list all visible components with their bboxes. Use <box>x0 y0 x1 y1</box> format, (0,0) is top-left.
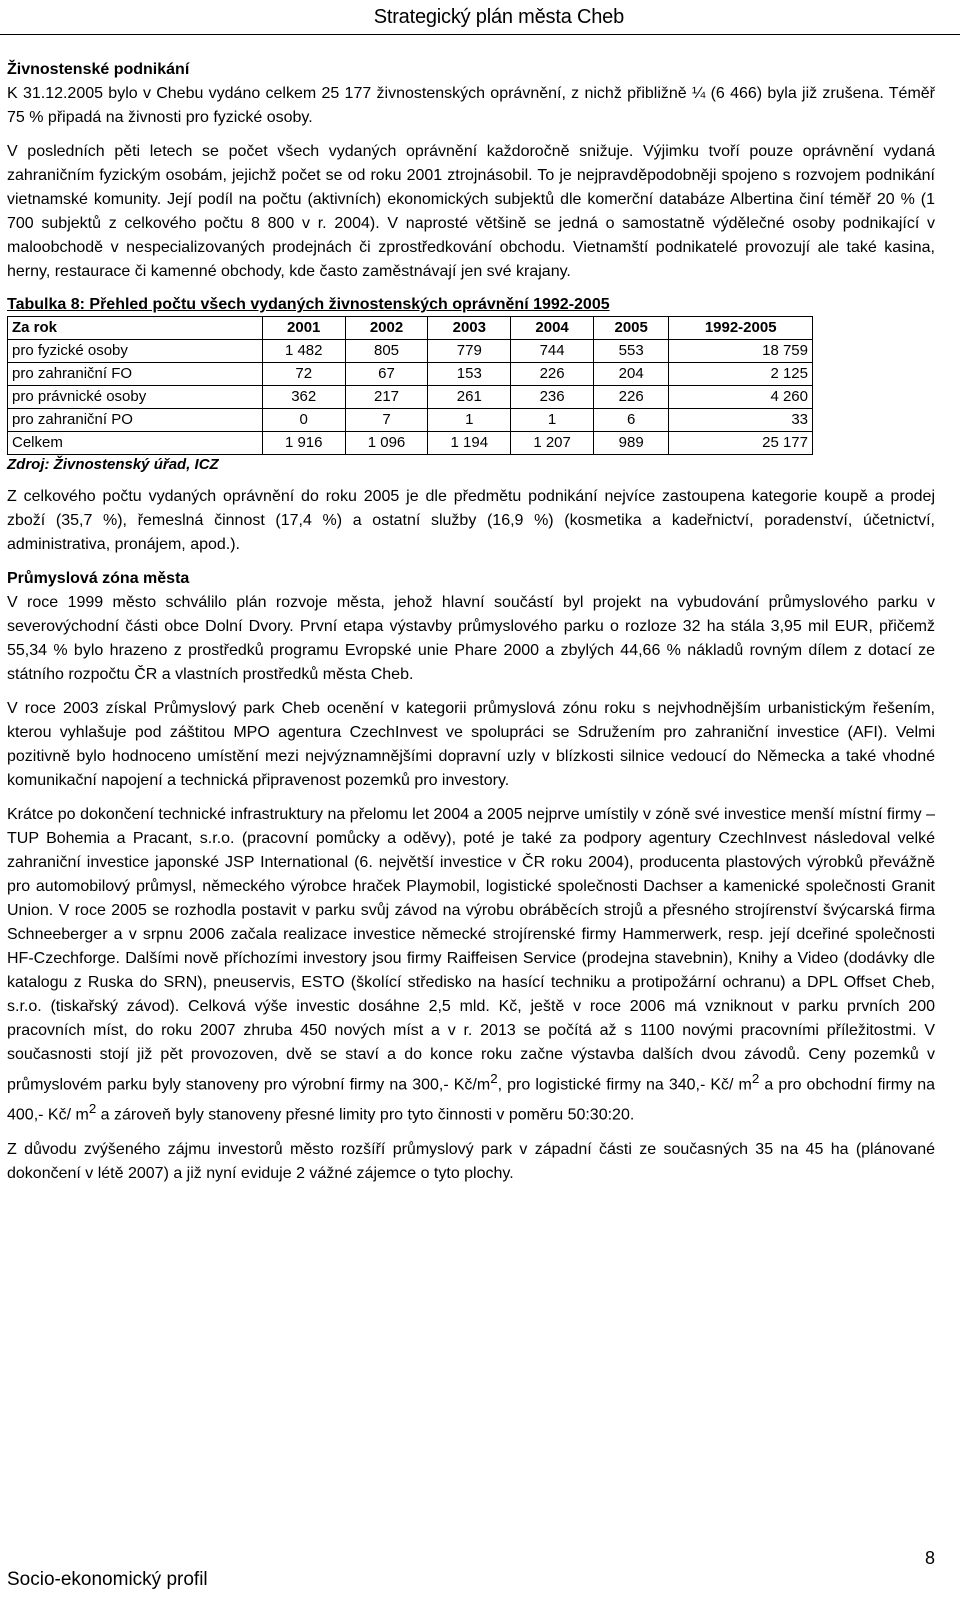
table-header-cell: 2001 <box>262 317 345 340</box>
document-header-title: Strategický plán města Cheb <box>373 6 624 28</box>
paragraph-zone-award: V roce 2003 získal Průmyslový park Cheb ocenění v kategorii průmyslová zónu roku s nejvhodnějším urbanistickým řešením, kterou vyhlašuje pod záštitou MPO agentura CzechInvest ve spolupráci se Sdružením pro zahraniční investice (AFI). Velmi pozitivně bylo hodnoceno umístění mezi nejvýznamnějšími dopravní uzly v blízkosti silnice vedoucí do Německa a také vhodné komunikační napojení a technická připravenost pozemků pro investory. <box>7 700 935 789</box>
table-cell: 1 916 <box>262 432 345 455</box>
table-cell: 1 194 <box>428 432 511 455</box>
table-cell: 226 <box>511 363 594 386</box>
table-cell: 18 759 <box>669 340 813 363</box>
table-header-cell: Za rok <box>8 317 263 340</box>
table-cell: 362 <box>262 386 345 409</box>
footer-label: Socio-ekonomický profil <box>7 1569 208 1590</box>
table-row-label: pro zahraniční FO <box>8 363 263 386</box>
table-cell: 4 260 <box>669 386 813 409</box>
table-cell: 0 <box>262 409 345 432</box>
table-cell: 217 <box>345 386 428 409</box>
table-header-cell: 2005 <box>594 317 669 340</box>
table-cell: 33 <box>669 409 813 432</box>
table-source-note: Zdroj: Živnostenský úřad, ICZ <box>7 456 219 473</box>
table-header-cell: 2004 <box>511 317 594 340</box>
table-row <box>8 386 813 409</box>
table-cell: 553 <box>594 340 669 363</box>
text-segment: Krátce po dokončení technické infrastruktury na přelomu let 2004 a 2005 nejprve umístily v zóně své investice menší místní firmy – TUP Bohemia a Pracant, s.r.o. (pracovní pomůcky a oděvy), poté je také za podpory agentury CzechInvest následoval velké zahraniční investice japonské JSP International (6. největší investice v ČR roku 2004), producenta plastových výrobků převážně pro automobilový průmysl, německého výrobce hraček Playmobil, logistické společnosti Dachser a kamenické společnosti Granit Union. V roce 2005 se rozhodla postavit v parku svůj závod na výrobu obráběcích strojů a přesného strojírenství švýcarská firma Schneeberger a v srpnu 2006 začala realizace investice německé strojírenské firmy Hammerwerk, resp. její dceřiné společnosti HF-Czechforge. Dalšími nově příchozími investory jsou firmy Raiffeisen Service (prodejna stavebnin), Knihy a Video (dodávky dle katalogu z Ruska do SRN), pneuservis, ESTO (školící středisko na hasící techniku a protipožární ochranu) a DPL Offset Cheb, s.r.o. (tiskařský závod). Celková výše investic dosáhne 2,5 mld. Kč, ještě v roce 2006 má vzniknout v parku prvních 200 pracovních míst, do roku 2007 zhruba 450 nových míst a v r. 2013 se počítá až s 1100 novými pracovními příležitostmi. V současnosti stojí již pět provozoven, dvě se staví a do konce roku začne výstavba dalších dvou závodů. Ceny pozemků v průmyslovém parku byly stanoveny pro výrobní firmy na 300,- Kč/m <box>7 806 935 1094</box>
table-cell: 153 <box>428 363 511 386</box>
table-header-row <box>8 317 813 340</box>
table-cell: 1 <box>511 409 594 432</box>
paragraph-zone-expansion: Z důvodu zvýšeného zájmu investorů město rozšíří průmyslový park v západní části ze současných 35 na 45 ha (plánované dokončení v létě 2007) a již nyní eviduje 2 vážné zájemce o tyto plochy. <box>7 1140 935 1182</box>
table-row <box>8 340 813 363</box>
table-cell: 204 <box>594 363 669 386</box>
table-cell: 744 <box>511 340 594 363</box>
document-body <box>7 58 935 1186</box>
table-cell: 779 <box>428 340 511 363</box>
table-caption: Tabulka 8: Přehled počtu všech vydaných živnostenských oprávnění 1992-2005 <box>7 296 610 313</box>
table-cell: 236 <box>511 386 594 409</box>
table-header-cell: 2002 <box>345 317 428 340</box>
section-heading-zivnostenske: Živnostenské podnikání <box>7 61 190 78</box>
table-row-total <box>8 432 813 455</box>
table-cell: 25 177 <box>669 432 813 455</box>
table-row-label: pro fyzické osoby <box>8 340 263 363</box>
table-header-cell: 1992-2005 <box>669 317 813 340</box>
table-cell: 1 <box>428 409 511 432</box>
table-cell: 805 <box>345 340 428 363</box>
paragraph-zivnosti-trend: V posledních pěti letech se počet všech vydaných oprávnění každoročně snižuje. Výjimku tvoří pouze oprávnění vydaná zahraničním fyzickým osobám, jejichž počet se od roku 2001 ztrojnásobil. To je nejpravděpodobněji spojeno s rozvojem podnikání vietnamské komunity. Její podíl na počtu (aktivních) ekonomických subjektů dle komerční databáze Albertina činí téměř 20 % (1 700 subjektů z celkového počtu 8 800 v r. 2004). V naprosté většině se jedná o samostatně výdělečné osoby podnikající v maloobchodě v nespecializovaných prodejnách či zprostředkování obchodu. Vietnamští podnikatelé provozují ale také kasina, herny, restaurace či kamenné obchody, kde často zaměstnávají jen své krajany. <box>7 143 935 280</box>
superscript: 2 <box>751 1071 760 1086</box>
section-heading-industrial-zone: Průmyslová zóna města <box>7 570 190 587</box>
table-cell: 226 <box>594 386 669 409</box>
table-cell: 2 125 <box>669 363 813 386</box>
table-cell: 989 <box>594 432 669 455</box>
table-cell: 7 <box>345 409 428 432</box>
table-row-label: Celkem <box>8 432 263 455</box>
table-row-label: pro právnické osoby <box>8 386 263 409</box>
paragraph-zone-plan: V roce 1999 město schválilo plán rozvoje města, jehož hlavní součástí byl projekt na vybudování průmyslového parku v severovýchodní části obce Dolní Dvory. První etapa výstavby průmyslového parku o rozloze 32 ha stála 3,95 mil EUR, přičemž 55,34 % bylo hrazeno z prostředků programu Evropské unie Phare 2000 a zbylých 44,66 % nákladů rovným dílem z dotací ze státního rozpočtu ČR a vlastních prostředků města Cheb. <box>7 594 935 683</box>
table-cell: 261 <box>428 386 511 409</box>
table-cell: 67 <box>345 363 428 386</box>
table-row <box>8 409 813 432</box>
paragraph-zone-investors <box>7 803 935 1128</box>
table-cell: 72 <box>262 363 345 386</box>
paragraph-license-categories: Z celkového počtu vydaných oprávnění do roku 2005 je dle předmětu podnikání nejvíce zastoupena kategorie koupě a prodej zboží (35,7 %), řemeslná činnost (17,4 %) a ostatní služby (16,9 %) (kosmetika a kadeřnictví, poradenství, účetnictví, administrativa, pronájem, apod.). <box>7 488 935 553</box>
header-rule <box>0 34 960 35</box>
table-cell: 1 482 <box>262 340 345 363</box>
table-cell: 1 096 <box>345 432 428 455</box>
paragraph-zivnosti-summary: K 31.12.2005 bylo v Chebu vydáno celkem 25 177 živnostenských oprávnění, z nichž přibližně ¼ (6 466) byla již zrušena. Téměř 75 % připadá na živnosti pro fyzické osoby. <box>7 85 935 126</box>
table-row-label: pro zahraniční PO <box>8 409 263 432</box>
table-header-cell: 2003 <box>428 317 511 340</box>
text-segment: a pro obchodní firmy na 400,- Kč/ m <box>7 1076 936 1124</box>
page-number: 8 <box>924 1548 935 1568</box>
text-segment: a zároveň byly stanoveny přesné limity pro tyto činnosti v poměru 50:30:20. <box>96 1106 635 1124</box>
text-segment: , pro logistické firmy na 340,- Kč/ m <box>497 1076 752 1094</box>
licenses-table <box>7 316 813 455</box>
superscript: 2 <box>88 1101 97 1117</box>
superscript: 2 <box>490 1071 498 1086</box>
table-row <box>8 363 813 386</box>
table-cell: 6 <box>594 409 669 432</box>
table-cell: 1 207 <box>511 432 594 455</box>
